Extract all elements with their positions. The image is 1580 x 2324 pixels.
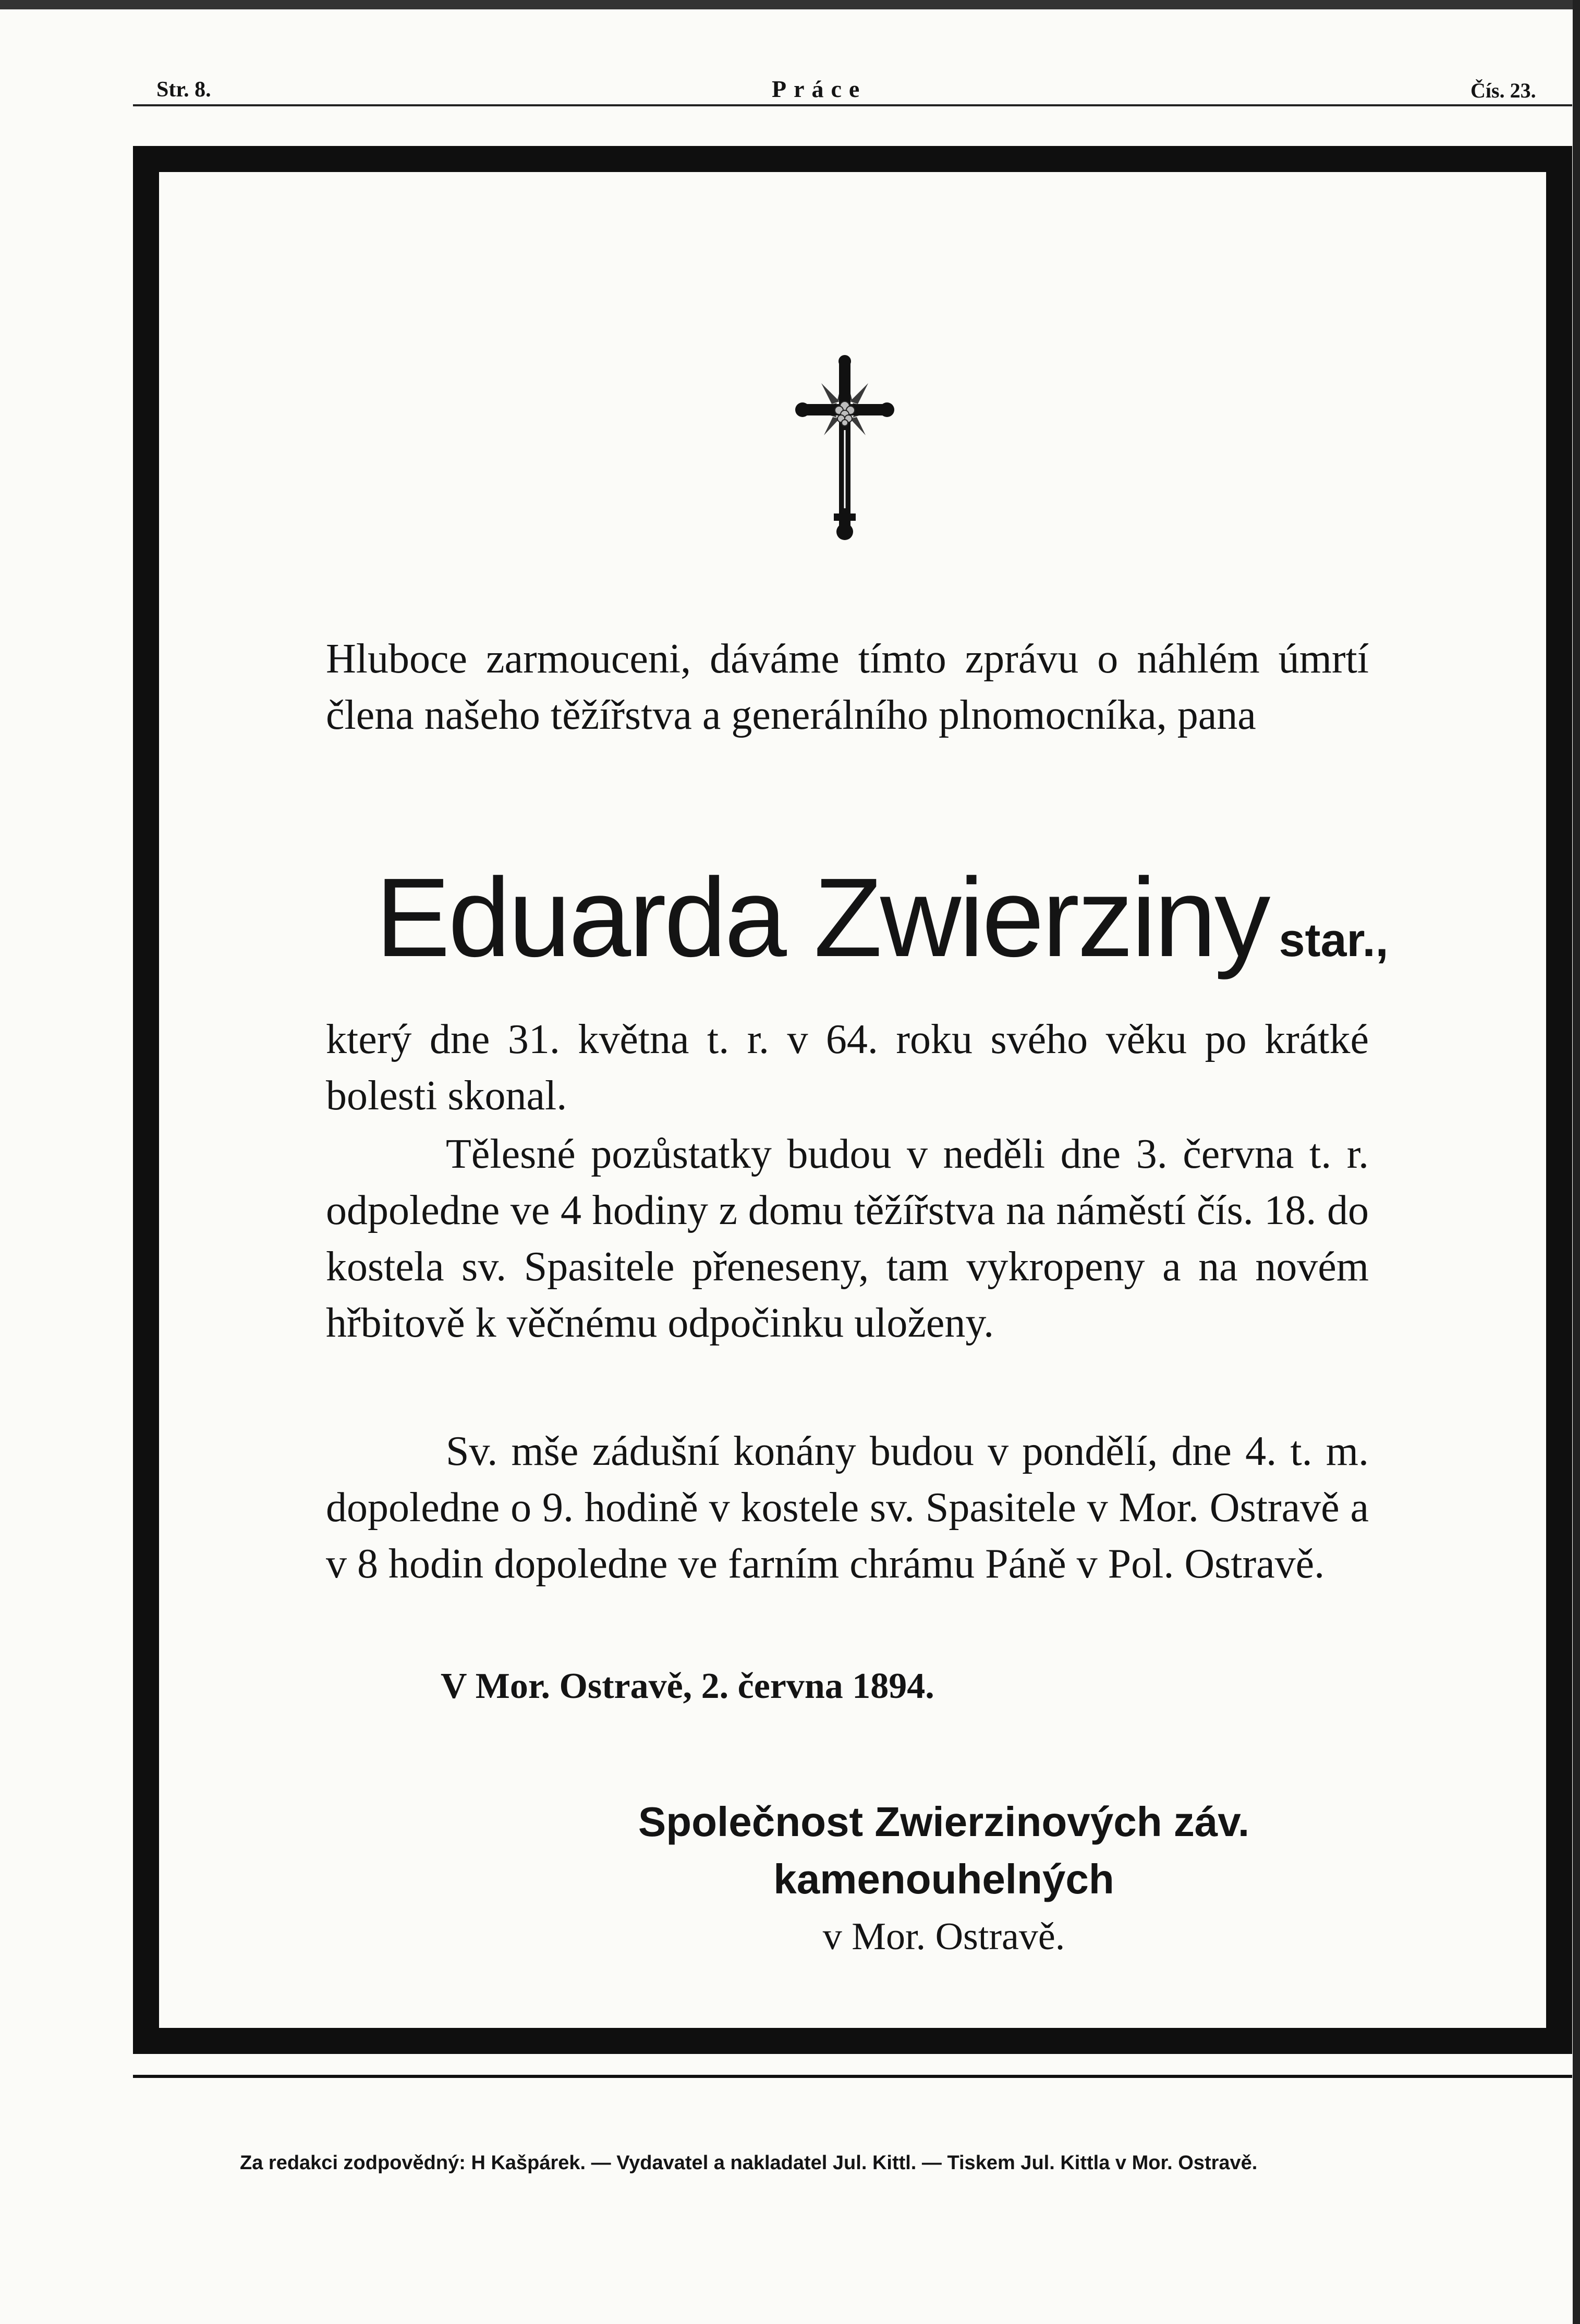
scan-top-edge: [0, 0, 1580, 9]
signature: [501, 1793, 1387, 1965]
deceased-name-suffix: star.,: [1279, 914, 1389, 967]
notice-funeral: Tělesné pozůstatky budou v neděli dne 3. června t. r. odpoledne ve 4 hodiny z domu těžířstva na náměstí čís. 18. do kostela sv. Spasitele přeneseny, tam vykropeny a na novém hřbitově k věčnému odpočinku uloženy.: [326, 1131, 1369, 1346]
page-header: [0, 73, 1580, 115]
place-date: V Mor. Ostravě, 2. června 1894.: [441, 1666, 934, 1706]
notice-intro: Hluboce zarmouceni, dáváme tímto zprávu o náhlém úmrtí člena našeho těžířstva a generálního plnomocníka, pana: [326, 636, 1369, 738]
signature-company: Společnost Zwierzinových záv. kamenouhelných: [638, 1799, 1250, 1902]
frame-bottom-rule: [133, 2075, 1572, 2078]
deceased-name-text: Eduarda Zwierziny: [375, 854, 1269, 980]
notice-death: který dne 31. května t. r. v 64. roku svého věku po krátké bolesti skonal.: [326, 1017, 1369, 1119]
deceased-name: [375, 854, 1389, 1003]
imprint-footer: Za redakci zodpovědný: H Kašpárek. — Vydavatel a nakladatel Jul. Kittl. — Tiskem Jul. Kittla v Mor. Ostravě.: [240, 2152, 1258, 2174]
newspaper-title: Práce: [772, 76, 867, 102]
scan-right-edge: [1573, 0, 1580, 2324]
page-number: Str. 8.: [156, 78, 211, 102]
header-rule: [133, 104, 1572, 106]
issue-number: Čís. 23.: [1470, 79, 1536, 102]
notice-mass: Sv. mše zádušní konány budou v pondělí, dne 4. t. m. dopoledne o 9. hodině v kostele sv. Spasitele v Mor. Ostravě a v 8 hodin dopoledne ve farním chrámu Páně v Pol. Ostravě.: [326, 1428, 1369, 1587]
signature-location: v Mor. Ostravě.: [822, 1915, 1065, 1958]
cross-icon: [795, 352, 894, 545]
